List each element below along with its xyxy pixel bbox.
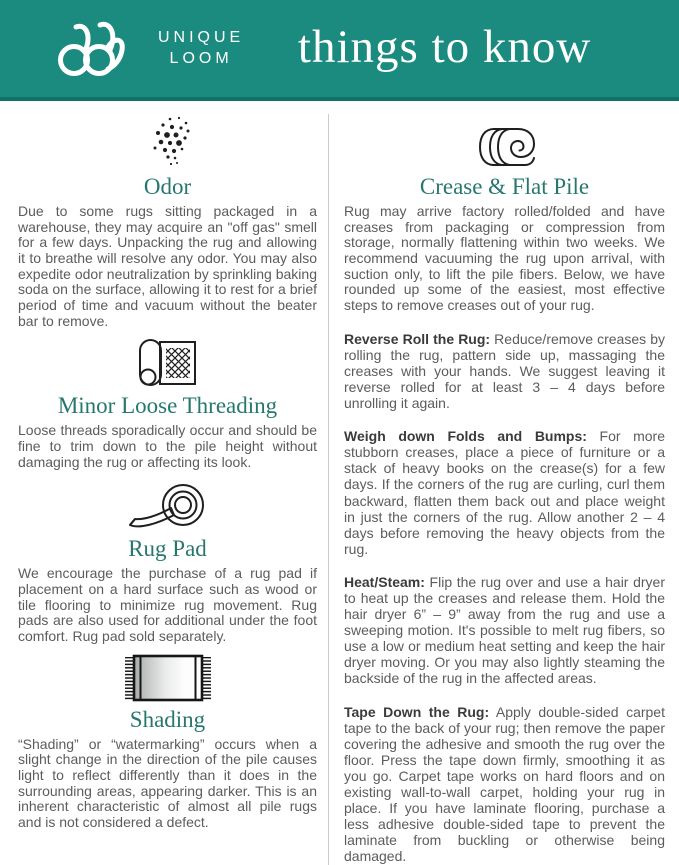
tip-label-reverse-roll: Reverse Roll the Rug: (344, 330, 491, 347)
tip-heat-steam (344, 574, 665, 687)
section-body-crease: Rug may arrive factory rolled/folded and have creases from packaging or compression from storage, normally flattening within two weeks. We recommend vacuuming the rug upon arrival, with suction only, to lift the pile fibers. Below, we have rounded up some of the easiest, most effective steps to remove creases out of your rug. (344, 203, 665, 314)
tip-body-tape-down: Apply double-sided carpet tape to the back of your rug; then remove the paper covering the adhesive and smooth the rug over the floor. Press the tape down firmly, smoothing it as you go. Carpet tape works on hard floors and on existing wall-to-wall carpet, holding your rug in place. If you have laminate flooring, purchase a less adhesive double-sided tape to prevent the laminate from buckling or otherwise being damaged. (344, 703, 665, 865)
section-title-crease: Crease & Flat Pile (419, 174, 590, 199)
section-title-rug-pad: Rug Pad (128, 536, 207, 562)
section-body-threading: Loose threads sporadically occur and should be fine to trim down to the pile height without damaging the rug or affecting its look. (18, 422, 317, 470)
content (0, 101, 679, 865)
tip-label-weigh-down: Weigh down Folds and Bumps: (344, 428, 587, 445)
brand (50, 16, 244, 82)
section-shading (18, 653, 317, 831)
brand-line-1: UNIQUE (158, 28, 245, 46)
rolled-rug-crosshatch-icon (18, 337, 317, 389)
brand-name (158, 28, 244, 70)
rug-pad-roll-icon (18, 478, 317, 532)
tip-label-tape-down: Tape Down the Rug: (344, 703, 490, 720)
header (0, 0, 679, 101)
section-rug-pad (18, 478, 317, 644)
brand-line-2: LOOM (169, 49, 233, 67)
section-body-rug-pad: We encourage the purchase of a rug pad if placement on a hard surface such as wood or tile flooring to minimize rug movement. Rug pads are also used for additional under the foot comfort. Rug pad sold separately. (18, 565, 317, 645)
page-title: things to know (297, 20, 592, 73)
tip-body-weigh-down: For more stubborn creases, place a piece of furniture or a stack of heavy books on the crease(s) for a few days. If the corners of the rug are curling, curl them backward, flatten them back out and place weight in just the corners of the rug. Allow another 2 – 4 days before removing the heavy objects from the rug. (344, 428, 665, 557)
tip-body-reverse-roll: Reduce/remove creases by rolling the rug, pattern side up, massaging the creases with your hands. We suggest leaving it reverse rolled for at least 3 – 4 days before unrolling it again. (344, 330, 665, 412)
section-title-threading: Minor Loose Threading (57, 393, 278, 419)
section-crease-flat-pile (344, 114, 665, 314)
unique-loom-logo-icon (50, 16, 146, 82)
tip-tape-down (344, 704, 665, 865)
tip-weigh-down (344, 428, 665, 557)
tip-reverse-roll (344, 331, 665, 411)
left-column (18, 114, 317, 865)
rolled-rug-spiral-icon (344, 114, 665, 170)
section-body-odor: Due to some rugs sitting packaged in a warehouse, they may acquire an "off gas" smell for a few days. Unpacking the rug and allowing it to breathe will resolve any odor. You may also expedite odor neutralization by sprinkling baking soda on the surface, allowing it to rest for a brief period of time and vacuum without the beater bar to remove. (18, 203, 317, 329)
section-minor-loose-threading (18, 337, 317, 470)
tip-label-heat-steam: Heat/Steam: (344, 573, 425, 590)
section-odor (18, 114, 317, 329)
section-title-shading: Shading (129, 706, 206, 732)
shaded-rug-fringe-icon (18, 653, 317, 703)
tip-body-heat-steam: Flip the rug over and use a hair dryer to heat up the creases and release them. Hold the hair dryer 6” – 9” away from the rug and use a sweeping motion. It's possible to melt rug fibers, so use a low or medium heat setting and keep the hair dryer moving. Or you may also lightly steaming the backside of the rug in the affected areas. (344, 573, 665, 687)
section-title-odor: Odor (143, 174, 192, 199)
right-column (329, 114, 671, 865)
section-body-shading: “Shading” or “watermarking” occurs when a slight change in the direction of the pile causes light to reflect differently than it does in the surrounding areas, appearing darker. This is an inherent characteristic of almost all pile rugs and is not considered a defect. (18, 735, 317, 831)
odor-dots-icon (18, 114, 317, 170)
